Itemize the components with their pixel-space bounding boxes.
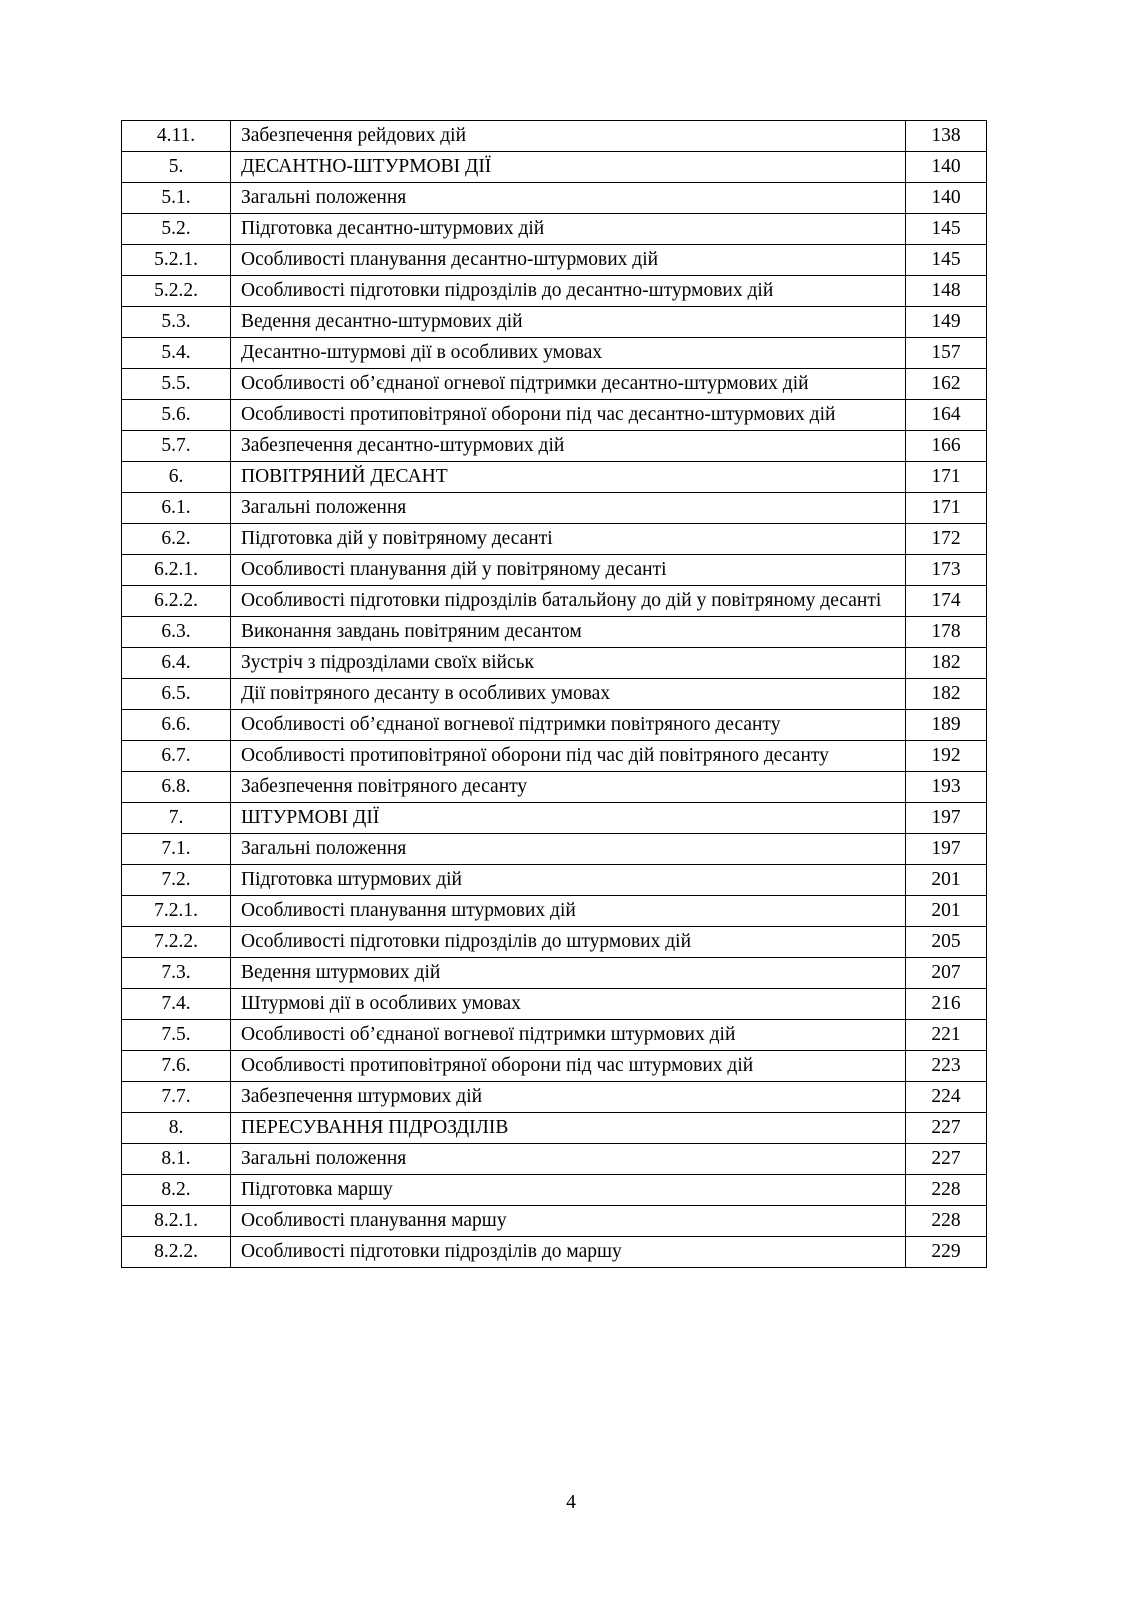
toc-entry-number: 6.6. [122,710,231,741]
toc-entry-page: 228 [906,1206,987,1237]
toc-entry-number: 7.4. [122,989,231,1020]
toc-row [122,307,987,338]
toc-entry-page: 145 [906,214,987,245]
toc-row [122,524,987,555]
table-of-contents [121,120,987,1268]
toc-entry-number: 7.2.1. [122,896,231,927]
toc-entry-title: ШТУРМОВІ ДІЇ [231,803,906,834]
toc-entry-number: 6.7. [122,741,231,772]
toc-entry-page: 140 [906,183,987,214]
toc-row [122,927,987,958]
toc-entry-page: 140 [906,152,987,183]
toc-body [122,121,987,1268]
toc-row [122,152,987,183]
toc-entry-number: 6.5. [122,679,231,710]
toc-entry-page: 162 [906,369,987,400]
toc-entry-title: Дії повітряного десанту в особливих умовах [231,679,906,710]
toc-entry-page: 205 [906,927,987,958]
toc-entry-number: 6.2. [122,524,231,555]
toc-row [122,803,987,834]
toc-entry-number: 6.2.1. [122,555,231,586]
toc-entry-title: Особливості об’єднаної огневої підтримки десантно-штурмових дій [231,369,906,400]
toc-entry-number: 6.8. [122,772,231,803]
toc-entry-title: Особливості протиповітряної оборони під час дій повітряного десанту [231,741,906,772]
toc-entry-number: 4.11. [122,121,231,152]
toc-row [122,1175,987,1206]
toc-entry-number: 8.2.1. [122,1206,231,1237]
toc-entry-page: 171 [906,462,987,493]
toc-row [122,617,987,648]
toc-row [122,121,987,152]
toc-entry-number: 5.6. [122,400,231,431]
toc-entry-page: 227 [906,1113,987,1144]
toc-entry-title: Особливості протиповітряної оборони під час штурмових дій [231,1051,906,1082]
toc-entry-number: 5.4. [122,338,231,369]
toc-entry-number: 5.2.1. [122,245,231,276]
toc-entry-page: 178 [906,617,987,648]
toc-entry-number: 5.1. [122,183,231,214]
footer-page-number: 4 [566,1492,576,1513]
toc-entry-page: 223 [906,1051,987,1082]
toc-entry-page: 149 [906,307,987,338]
toc-entry-title: Загальні положення [231,834,906,865]
toc-entry-page: 201 [906,865,987,896]
toc-entry-number: 6. [122,462,231,493]
toc-row [122,462,987,493]
toc-entry-page: 201 [906,896,987,927]
toc-entry-title: Ведення десантно-штурмових дій [231,307,906,338]
toc-entry-title: Загальні положення [231,493,906,524]
toc-entry-number: 7.7. [122,1082,231,1113]
toc-entry-title: Особливості планування маршу [231,1206,906,1237]
toc-entry-page: 193 [906,772,987,803]
toc-entry-number: 5.2.2. [122,276,231,307]
toc-entry-title: Особливості об’єднаної вогневої підтримки повітряного десанту [231,710,906,741]
toc-entry-title: Підготовка десантно-штурмових дій [231,214,906,245]
toc-entry-title: Забезпечення повітряного десанту [231,772,906,803]
toc-row [122,493,987,524]
toc-entry-page: 182 [906,679,987,710]
toc-entry-page: 145 [906,245,987,276]
toc-row [122,183,987,214]
toc-row [122,1051,987,1082]
toc-entry-page: 221 [906,1020,987,1051]
toc-row [122,1144,987,1175]
toc-row [122,586,987,617]
toc-entry-number: 5. [122,152,231,183]
toc-row [122,1082,987,1113]
toc-entry-number: 5.3. [122,307,231,338]
toc-row [122,369,987,400]
toc-entry-page: 172 [906,524,987,555]
toc-entry-page: 192 [906,741,987,772]
toc-entry-number: 7.2.2. [122,927,231,958]
toc-entry-title: Підготовка штурмових дій [231,865,906,896]
toc-entry-page: 228 [906,1175,987,1206]
toc-entry-page: 173 [906,555,987,586]
toc-row [122,772,987,803]
toc-entry-title: Ведення штурмових дій [231,958,906,989]
toc-entry-title: Десантно-штурмові дії в особливих умовах [231,338,906,369]
toc-entry-title: ПЕРЕСУВАННЯ ПІДРОЗДІЛІВ [231,1113,906,1144]
toc-entry-number: 7.6. [122,1051,231,1082]
toc-entry-title: Особливості планування штурмових дій [231,896,906,927]
toc-entry-number: 8.2. [122,1175,231,1206]
toc-entry-title: Виконання завдань повітряним десантом [231,617,906,648]
toc-entry-page: 148 [906,276,987,307]
toc-entry-title: Особливості підготовки підрозділів до десантно-штурмових дій [231,276,906,307]
toc-entry-title: Загальні положення [231,1144,906,1175]
toc-row [122,1237,987,1268]
toc-entry-number: 8. [122,1113,231,1144]
toc-entry-page: 229 [906,1237,987,1268]
toc-entry-page: 138 [906,121,987,152]
toc-entry-title: Особливості підготовки підрозділів батальйону до дій у повітряному десанті [231,586,906,617]
toc-entry-page: 224 [906,1082,987,1113]
toc-entry-number: 7. [122,803,231,834]
toc-entry-title: Штурмові дії в особливих умовах [231,989,906,1020]
toc-entry-title: Особливості планування десантно-штурмових дій [231,245,906,276]
toc-entry-number: 7.3. [122,958,231,989]
toc-row [122,896,987,927]
toc-entry-title: Забезпечення десантно-штурмових дій [231,431,906,462]
toc-entry-title: Підготовка маршу [231,1175,906,1206]
toc-entry-page: 216 [906,989,987,1020]
toc-row [122,1113,987,1144]
toc-entry-title: Особливості протиповітряної оборони під час десантно-штурмових дій [231,400,906,431]
toc-entry-title: Особливості підготовки підрозділів до штурмових дій [231,927,906,958]
toc-row [122,214,987,245]
toc-entry-page: 166 [906,431,987,462]
toc-entry-number: 7.1. [122,834,231,865]
toc-row [122,555,987,586]
toc-row [122,338,987,369]
toc-entry-page: 207 [906,958,987,989]
toc-row [122,431,987,462]
toc-entry-title: Забезпечення рейдових дій [231,121,906,152]
toc-entry-number: 8.1. [122,1144,231,1175]
toc-entry-title: Підготовка дій у повітряному десанті [231,524,906,555]
toc-row [122,834,987,865]
toc-row [122,679,987,710]
toc-entry-number: 5.5. [122,369,231,400]
toc-entry-number: 8.2.2. [122,1237,231,1268]
toc-entry-page: 171 [906,493,987,524]
toc-row [122,741,987,772]
toc-entry-title: ДЕСАНТНО-ШТУРМОВІ ДІЇ [231,152,906,183]
toc-entry-number: 6.1. [122,493,231,524]
toc-entry-number: 5.2. [122,214,231,245]
toc-entry-page: 157 [906,338,987,369]
toc-row [122,276,987,307]
toc-row [122,1206,987,1237]
toc-entry-title: Забезпечення штурмових дій [231,1082,906,1113]
toc-entry-page: 174 [906,586,987,617]
toc-entry-title: Особливості об’єднаної вогневої підтримки штурмових дій [231,1020,906,1051]
toc-entry-number: 6.3. [122,617,231,648]
toc-entry-page: 227 [906,1144,987,1175]
toc-entry-page: 189 [906,710,987,741]
toc-row [122,648,987,679]
toc-row [122,710,987,741]
toc-row [122,245,987,276]
toc-entry-number: 7.2. [122,865,231,896]
toc-entry-title: Особливості підготовки підрозділів до маршу [231,1237,906,1268]
toc-row [122,989,987,1020]
toc-entry-page: 182 [906,648,987,679]
toc-entry-number: 7.5. [122,1020,231,1051]
toc-entry-title: Загальні положення [231,183,906,214]
toc-entry-page: 197 [906,834,987,865]
toc-entry-title: Особливості планування дій у повітряному десанті [231,555,906,586]
toc-row [122,865,987,896]
toc-row [122,958,987,989]
toc-row [122,400,987,431]
toc-entry-number: 6.4. [122,648,231,679]
toc-entry-number: 5.7. [122,431,231,462]
toc-row [122,1020,987,1051]
toc-entry-title: ПОВІТРЯНИЙ ДЕСАНТ [231,462,906,493]
toc-entry-page: 164 [906,400,987,431]
toc-entry-title: Зустріч з підрозділами своїх військ [231,648,906,679]
toc-entry-page: 197 [906,803,987,834]
toc-entry-number: 6.2.2. [122,586,231,617]
